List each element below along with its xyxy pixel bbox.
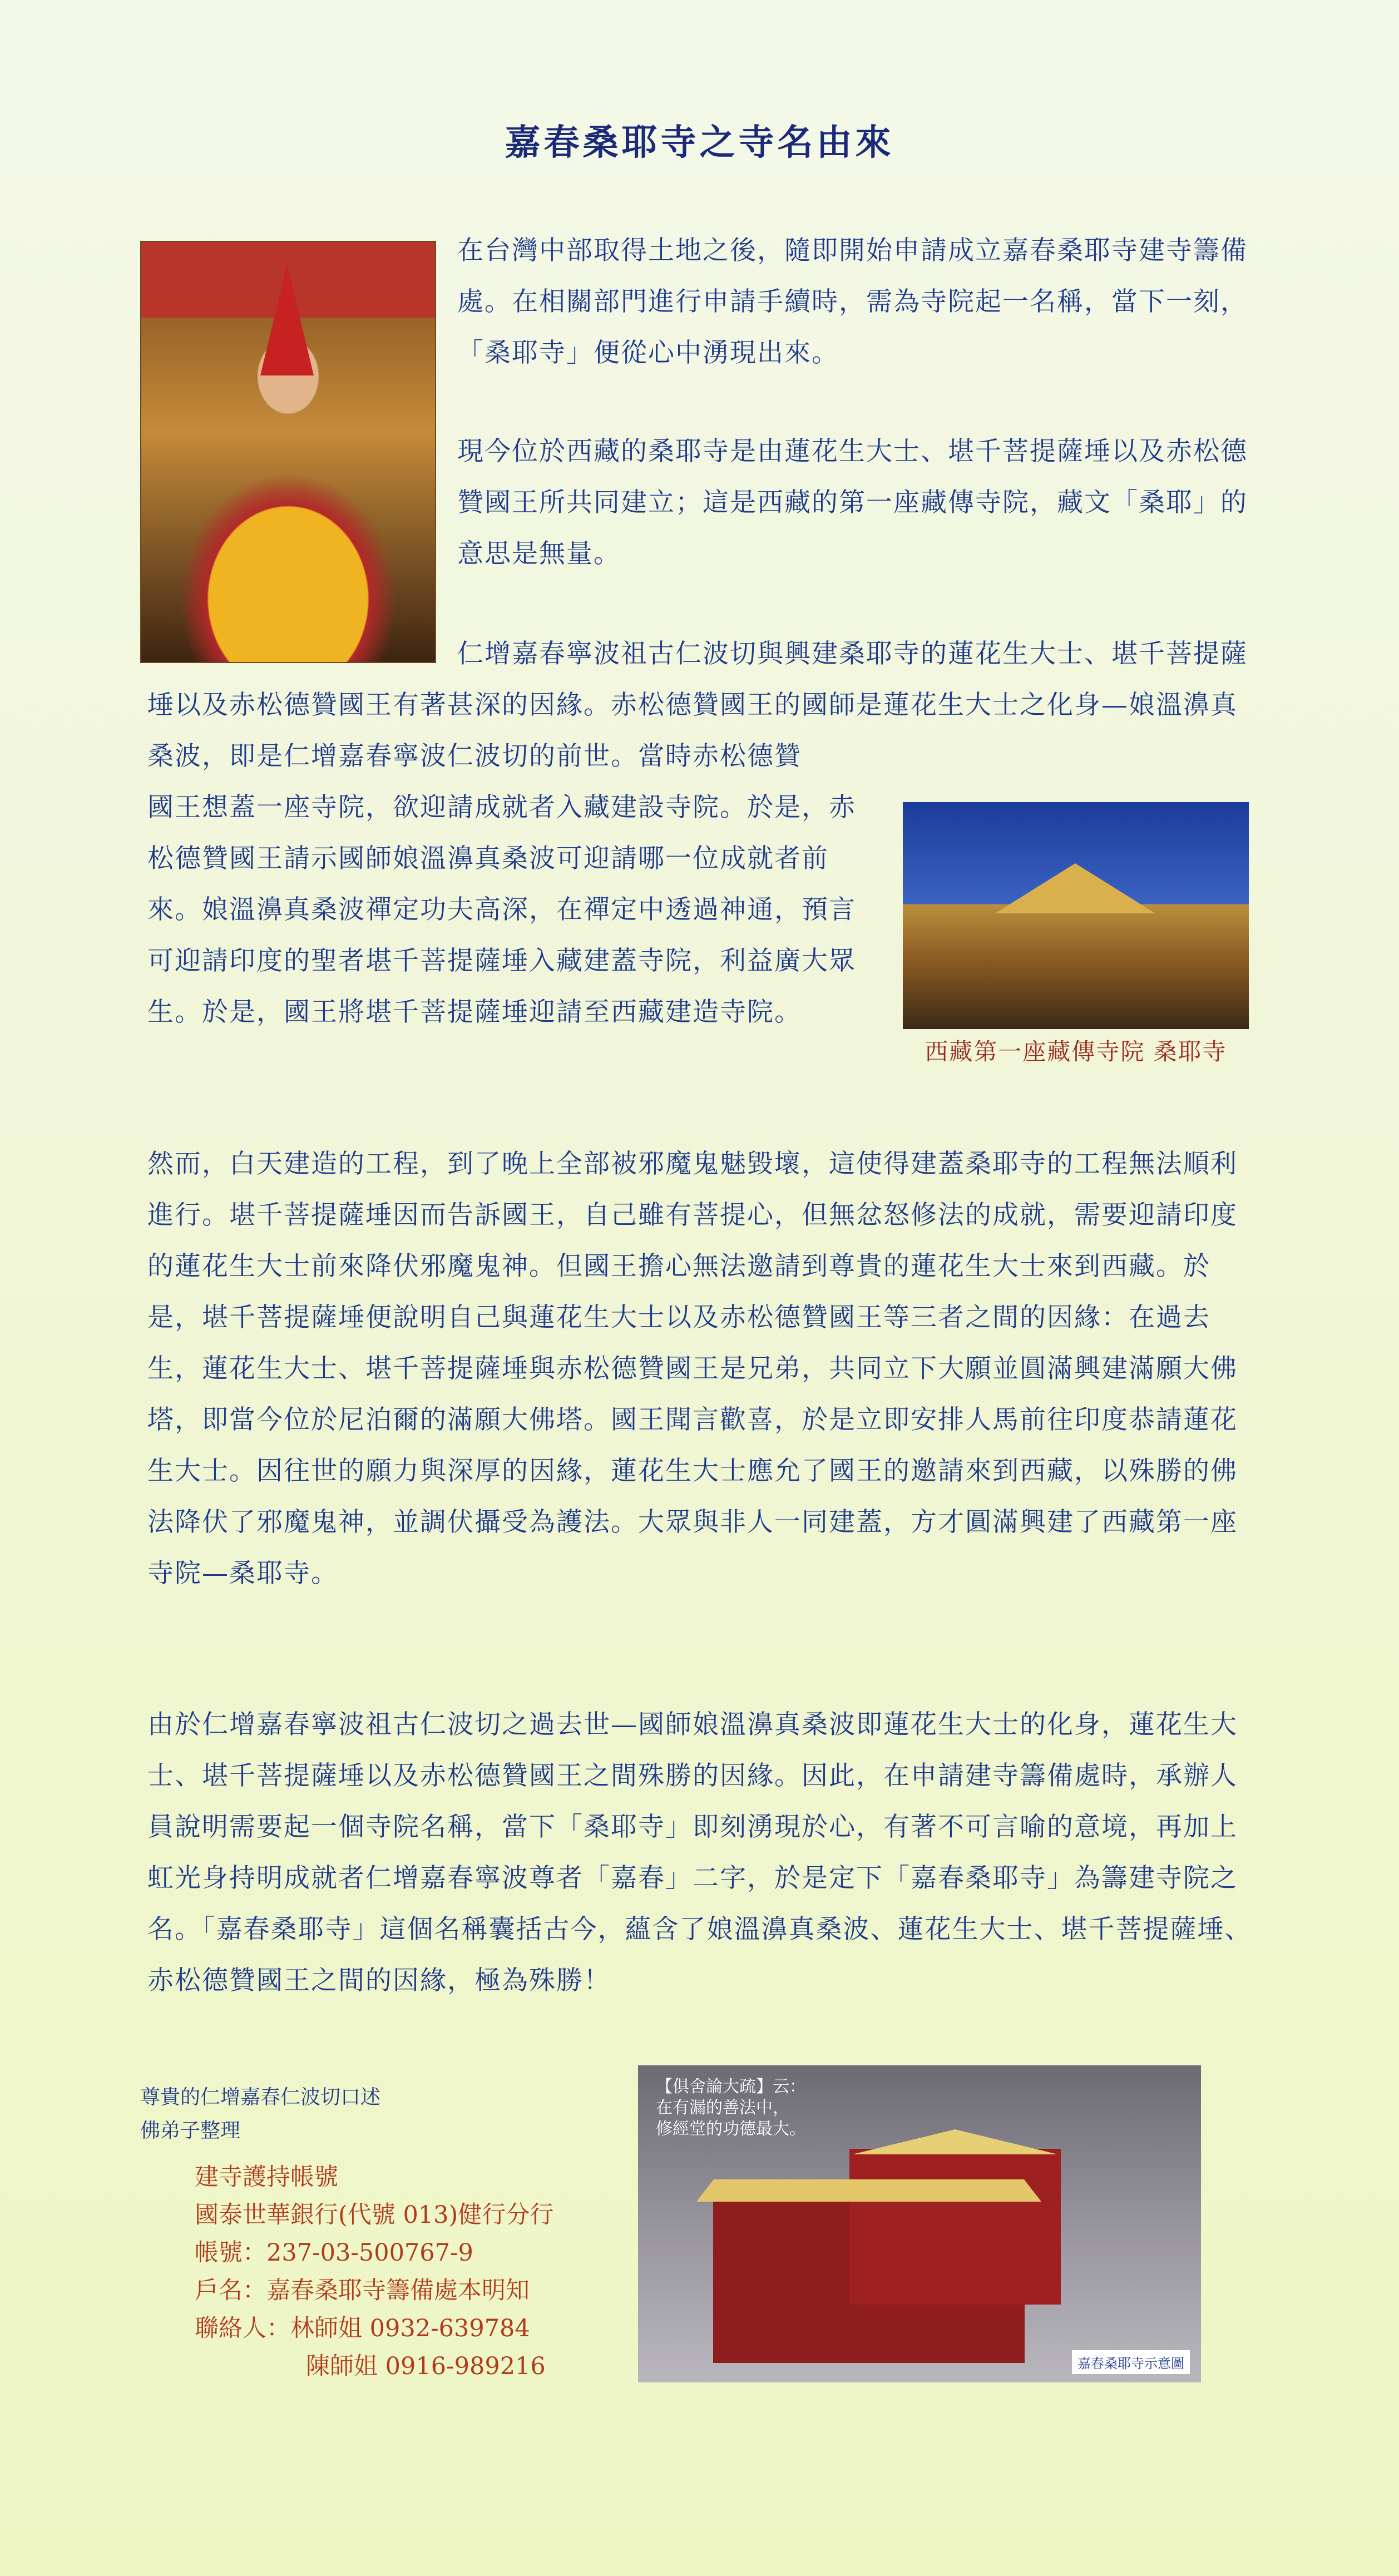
rendering-quote [656,2076,806,2140]
rendering-label: 嘉春桑耶寺示意圖 [1072,2350,1190,2374]
rendering-quote-line2: 在有漏的善法中， [656,2098,789,2118]
account-name: 戶名：嘉春桑耶寺籌備處本明知 [195,2277,530,2305]
account-contact-1: 聯絡人：林師姐 0932-639784 [195,2315,530,2342]
rinpoche-portrait-image [140,241,436,663]
temple-upper-body-shape [849,2149,1061,2305]
page-title: 嘉春桑耶寺之寺名由來 [505,122,894,164]
rendering-quote-line1: 【俱舍論大疏】云： [656,2077,806,2097]
paragraph-3b: 國王想蓋一座寺院，欲迎請成就者入藏建設寺院。於是，赤松德贊國王請示國師娘溫濞真桑波可迎請哪一位成就者前來。娘溫濞真桑波禪定功夫高深，在禪定中透過神通，預言可迎請印度的聖者堪千菩提薩埵入藏建蓋寺院，利益廣大眾生。於是，國王將堪千菩提薩埵迎請至西藏建造寺院。 [147,792,856,1027]
dictation-note-line1: 尊貴的仁增嘉春仁波切口述 [140,2086,381,2109]
donation-account-block [195,2158,553,2385]
temple-upper-roof-shape [833,2129,1077,2154]
paragraph-2: 現今位於西藏的桑耶寺是由蓮花生大士、堪千菩提薩埵以及赤松德贊國王所共同建立；這是西藏的第一座藏傳寺院，藏文「桑耶」的意思是無量。 [457,436,1248,569]
paragraph-1: 在台灣中部取得土地之後，隨即開始申請成立嘉春桑耶寺建寺籌備處。在相關部門進行申請手續時，需為寺院起一名稱，當下一刻，「桑耶寺」便從心中湧現出來。 [457,235,1248,368]
paragraph-5: 由於仁增嘉春寧波祖古仁波切之過去世—國師娘溫濞真桑波即蓮花生大士的化身，蓮花生大士、堪千菩提薩埵以及赤松德贊國王之間殊勝的因緣。因此，在申請建寺籌備處時，承辦人員說明需要起一個寺院名稱，當下「桑耶寺」即刻湧現於心，有著不可言喻的意境，再加上虹光身持明成就者仁增嘉春寧波尊者「嘉春」二字，於是定下「嘉春桑耶寺」為籌建寺院之名。「嘉春桑耶寺」這個名稱囊括古今，蘊含了娘溫濞真桑波、蓮花生大士、堪千菩提薩埵、赤松德贊國王之間的因緣，極為殊勝！ [147,1709,1252,1996]
account-bank: 國泰世華銀行(代號 013)健行分行 [195,2201,554,2229]
temple-roof-shape [975,863,1175,913]
rendering-quote-line3: 修經堂的功德最大。 [656,2119,806,2139]
account-number: 帳號：237-03-500767-9 [195,2239,473,2267]
account-heading: 建寺護持帳號 [195,2163,338,2191]
red-hat-shape [260,264,314,375]
samye-photo-caption: 西藏第一座藏傳寺院 桑耶寺 [925,1038,1227,1065]
temple-lower-roof-shape [696,2179,1041,2202]
account-contact-2: 陳師姐 0916-989216 [306,2352,546,2380]
dictation-note-line2: 佛弟子整理 [140,2119,241,2142]
paragraph-4: 然而，白天建造的工程，到了晚上全部被邪魔鬼魅毀壞，這使得建蓋桑耶寺的工程無法順利進行。堪千菩提薩埵因而告訴國王，自己雖有菩提心，但無忿怒修法的成就，需要迎請印度的蓮花生大士前來降伏邪魔鬼神。但國王擔心無法邀請到尊貴的蓮花生大士來到西藏。於是，堪千菩提薩埵便說明自己與蓮花生大士以及赤松德贊國王等三者之間的因緣：在過去生，蓮花生大士、堪千菩提薩埵與赤松德贊國王是兄弟，共同立下大願並圓滿興建滿願大佛塔，即當今位於尼泊爾的滿願大佛塔。國王聞言歡喜，於是立即安排人馬前往印度恭請蓮花生大士。因往世的願力與深厚的因緣，蓮花生大士應允了國王的邀請來到西藏，以殊勝的佛法降伏了邪魔鬼神，並調伏攝受為護法。大眾與非人一同建蓋，方才圓滿興建了西藏第一座寺院—桑耶寺。 [147,1149,1238,1589]
temple-rendering-image [638,2065,1201,2382]
samye-monastery-photo [903,802,1249,1029]
paragraph-3a: 仁增嘉春寧波祖古仁波切與興建桑耶寺的蓮花生大士、堪千菩提薩埵以及赤松德贊國王有著甚深的因緣。赤松德贊國王的國師是蓮花生大士之化身—娘溫濞真桑波，即是仁增嘉春寧波仁波切的前世。當時赤松德贊 [147,639,1248,772]
